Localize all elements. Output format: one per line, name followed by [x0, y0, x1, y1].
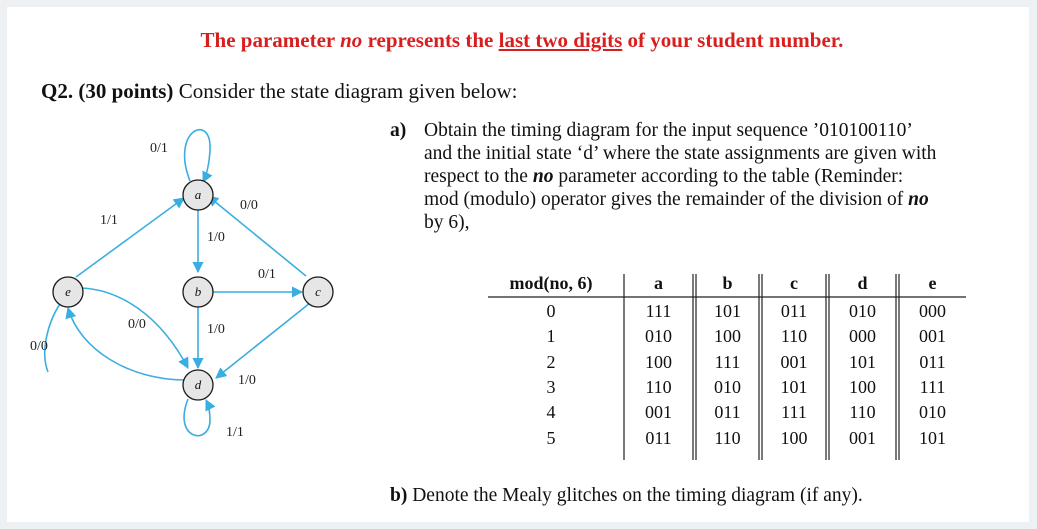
table-value-cell: 101: [780, 376, 808, 397]
state-label-b: b: [194, 284, 202, 299]
table-mod-cell: 0: [546, 301, 556, 321]
part-a-line: and the initial state ‘d’ where the state assignments are given with: [424, 143, 937, 164]
edge-a-self: [185, 130, 210, 182]
table-value-cell: 001: [645, 402, 672, 423]
table-value-cell: 110: [714, 427, 741, 448]
table-value-cell: 101: [714, 301, 741, 321]
table-header-cell: d: [857, 273, 868, 293]
table-value-cell: 100: [780, 427, 808, 448]
notice-text: represents the: [362, 28, 499, 52]
table-header-cell: c: [790, 273, 798, 293]
table-mod-cell: 3: [546, 376, 556, 397]
edge-label-e-self: 0/0: [30, 339, 48, 354]
table-value-cell: 000: [919, 301, 946, 321]
table-mod-cell: 4: [546, 402, 556, 423]
table-header-cell: b: [722, 273, 733, 293]
table-value-cell: 010: [714, 376, 741, 397]
table-value-cell: 010: [645, 326, 672, 347]
question-text: Consider the state diagram given below:: [173, 79, 518, 103]
state-label-d: d: [194, 377, 202, 392]
table-value-cell: 110: [645, 376, 672, 397]
table-mod-cell: 5: [546, 427, 556, 448]
table-value-cell: 101: [849, 351, 876, 372]
edge-d-to-e: [68, 308, 185, 380]
edge-label-a-to-c: 0/0: [240, 198, 258, 213]
table-value-cell: 011: [714, 402, 741, 423]
notice-param: no: [340, 28, 363, 52]
table-value-cell: 111: [714, 351, 741, 372]
table-header-cell: a: [654, 273, 663, 293]
table-value-cell: 100: [645, 351, 672, 372]
table-header-cell: mod(no, 6): [509, 273, 593, 293]
text-span: respect to the: [424, 166, 533, 187]
part-a-label: a): [390, 120, 407, 141]
table-value-cell: 111: [919, 376, 946, 397]
param-span: no: [532, 166, 554, 187]
part-b-label: b): [390, 485, 408, 506]
param-span: no: [908, 189, 929, 210]
table-value-cell: 001: [919, 326, 946, 347]
edge-label-b-to-c: 0/1: [258, 267, 276, 282]
text-span: parameter according to the table (Reminder:: [553, 166, 904, 187]
table-value-cell: 100: [714, 326, 741, 347]
notice-text: The parameter: [200, 28, 341, 52]
edge-label-a-to-b: 1/0: [207, 230, 225, 245]
table-value-cell: 110: [849, 402, 876, 423]
table-value-cell: 011: [645, 427, 672, 448]
edge-c-to-d: [216, 303, 310, 378]
notice-underlined: last two digits: [498, 28, 623, 52]
table-value-cell: 111: [781, 402, 807, 423]
state-label-e: e: [65, 284, 71, 299]
edge-e-self: [45, 304, 60, 372]
table-value-cell: 011: [780, 301, 808, 321]
edge-label-c-to-d: 1/0: [238, 373, 256, 388]
table-value-cell: 001: [780, 351, 808, 372]
table-value-cell: 110: [780, 326, 808, 347]
state-label-c: c: [315, 284, 321, 299]
part-a-line: Obtain the timing diagram for the input sequence ’010100110’: [424, 120, 913, 141]
part-b-text: Denote the Mealy glitches on the timing diagram (if any).: [407, 485, 863, 506]
edge-e-to-a: [76, 198, 184, 277]
table-value-cell: 001: [849, 427, 876, 448]
table-mod-cell: 2: [546, 351, 556, 372]
edge-label-d-to-e: 0/0: [128, 317, 146, 332]
table-value-cell: 011: [919, 351, 946, 372]
table-value-cell: 010: [919, 402, 946, 423]
state-label-a: a: [194, 187, 202, 202]
text-span: mod (modulo) operator gives the remainder of the division of: [424, 189, 909, 210]
question-number: Q2. (30 points): [41, 79, 174, 103]
part-a-line: by 6),: [424, 212, 470, 233]
notice-text: of your student number.: [622, 28, 844, 52]
edge-label-d-self: 1/1: [226, 425, 244, 440]
part-b: [390, 485, 863, 507]
table-value-cell: 000: [849, 326, 876, 347]
edge-label-e-to-a: 1/1: [100, 213, 118, 228]
table-mod-cell: 1: [546, 326, 556, 347]
edge-label-a-self: 0/1: [150, 141, 168, 156]
table-header-cell: e: [928, 273, 937, 293]
table-value-cell: 010: [849, 301, 876, 321]
edge-label-b-to-d: 1/0: [207, 322, 225, 337]
table-value-cell: 101: [919, 427, 946, 448]
table-value-cell: 111: [645, 301, 672, 321]
edge-d-self: [184, 399, 210, 436]
table-value-cell: 100: [849, 376, 876, 397]
